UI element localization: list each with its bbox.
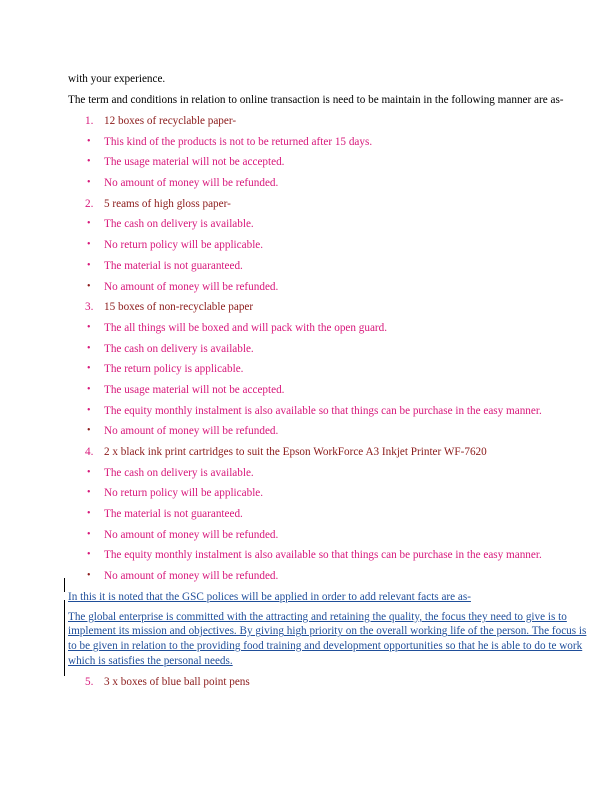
list-item: • The equity monthly instalment is also available so that things can be purchase in the easy manner. xyxy=(87,549,542,562)
list-item: • No amount of money will be refunded. xyxy=(87,528,279,541)
terms-list-continued xyxy=(68,675,588,689)
list-item: • No amount of money will be refunded. xyxy=(87,570,279,583)
change-bar xyxy=(64,578,65,592)
list-item-numbered: 3. 15 boxes of non-recyclable paper xyxy=(85,301,254,314)
list-item: • The usage material will not be accepted. xyxy=(87,383,285,396)
list-item: • The all things will be boxed and will pack with the open guard. xyxy=(87,321,388,334)
list-item: • The material is not guaranteed. xyxy=(87,508,243,521)
list-item-numbered: 1. 12 boxes of recyclable paper- xyxy=(85,115,237,127)
list-item: • The cash on delivery is available. xyxy=(87,466,254,479)
list-item: • The equity monthly instalment is also available so that things can be purchase in the easy manner. xyxy=(87,404,542,417)
list-item: • No amount of money will be refunded. xyxy=(87,280,279,293)
list-item: • The cash on delivery is available. xyxy=(87,218,254,231)
list-item: • No amount of money will be refunded. xyxy=(87,177,279,190)
terms-intro: The term and conditions in relation to online transaction is need to be maintain in the following manner are as- xyxy=(68,94,564,106)
list-item-numbered: 2. 5 reams of high gloss paper- xyxy=(85,197,231,210)
gsc-line: In this it is noted that the GSC polices will be applied in order to add relevant facts are as- xyxy=(68,590,471,603)
list-item: • The material is not guaranteed. xyxy=(87,259,243,272)
list-item: • The cash on delivery is available. xyxy=(87,342,254,355)
list-item: • No return policy will be applicable. xyxy=(87,239,264,252)
list-item-numbered: 4. 2 x black ink print cartridges to suit the Epson WorkForce A3 Inkjet Printer WF-7620 xyxy=(85,446,487,458)
change-bar xyxy=(64,600,65,676)
terms-list xyxy=(68,114,588,583)
gsc-paragraph: The global enterprise is committed with the attracting and retaining the quality, the focus they need to give is to implement its mission and objectives. By giving high priority on the overall working life of the person. The focus is to be given in relation to the providing food training and development opportunities so that he is able to do te work which is satisfies the personal needs. xyxy=(68,610,587,667)
document-body xyxy=(68,72,588,696)
intro-line: with your experience. xyxy=(68,73,166,85)
list-item: • The return policy is applicable. xyxy=(87,363,244,376)
list-item: • This kind of the products is not to be returned after 15 days. xyxy=(87,135,373,148)
list-item: • No amount of money will be refunded. xyxy=(87,425,279,438)
list-item: • The usage material will not be accepted. xyxy=(87,156,285,169)
list-item: • No return policy will be applicable. xyxy=(87,487,264,500)
list-item-numbered: 5. 3 x boxes of blue ball point pens xyxy=(85,676,250,689)
